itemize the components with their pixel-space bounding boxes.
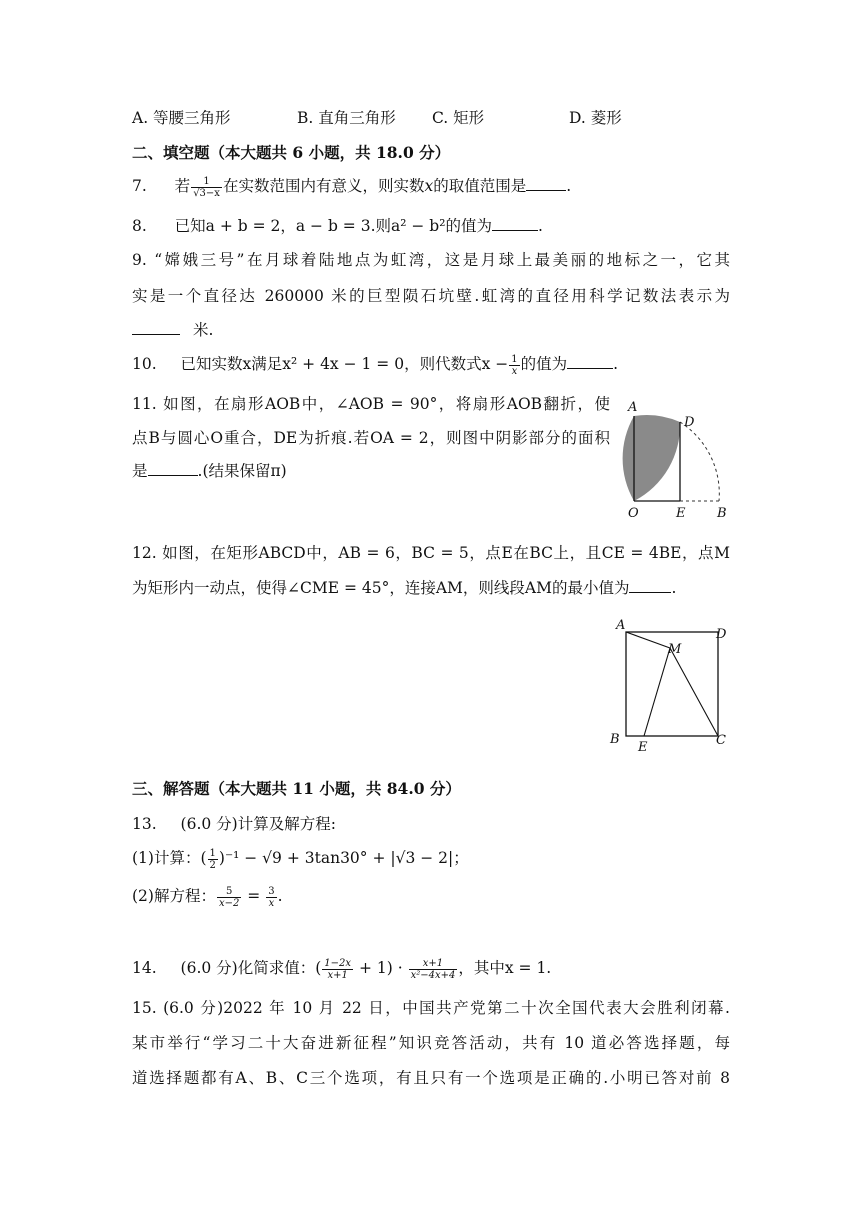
q13-p2-rden: x [268, 897, 275, 909]
q7-var: x [424, 177, 434, 195]
question-9-line2: 实是一个直径达 260000 米的巨型陨石坑壁.虹湾的直径用科学记数法表示为 [132, 287, 730, 305]
q13-p1-den: 2 [209, 859, 216, 871]
q11-figure [618, 396, 738, 521]
q13-p1-num: 1 [209, 847, 216, 859]
q13-part2-eq: = [247, 887, 261, 905]
shaded-region [623, 415, 680, 501]
question-13-part1 [132, 846, 469, 871]
label-b: B [610, 732, 620, 747]
question-13-part2 [132, 884, 283, 909]
q9-number: 9. [132, 251, 147, 269]
q10-pre: 已知实数x满足x² + 4x − 1 = 0，则代数式x − [180, 355, 509, 373]
question-13-head [132, 812, 336, 834]
option-c: C. 矩形 [432, 109, 485, 127]
q8-blank [492, 216, 538, 231]
q13-p2-lden: x−2 [218, 897, 240, 909]
q10-frac-num: 1 [511, 353, 518, 365]
q7-pre: 若 [174, 177, 191, 195]
q10-end: . [613, 355, 619, 373]
q15-number: 15. [132, 999, 157, 1017]
question-9-line3 [132, 318, 213, 340]
question-9-line1 [132, 248, 730, 270]
label-c: C [716, 733, 726, 748]
q14-f2-num: x+1 [409, 958, 458, 970]
q7-frac-num: 1 [191, 176, 222, 188]
q9-line1: “嫦娥三号”在月球着陆地点为虹湾，这是月球上最美丽的地标之一，它其 [154, 251, 730, 269]
section-3-title: 三、解答题（本大题共 11 小题，共 84.0 分） [132, 779, 461, 798]
q13-p2-rnum: 3 [268, 885, 275, 897]
q7-frac-den: √3−x [193, 187, 220, 199]
label-a: A [628, 400, 638, 415]
label-e: E [676, 506, 686, 521]
q11-number: 11. [132, 395, 157, 413]
q10-frac-den: x [511, 365, 518, 377]
question-11-line3 [132, 459, 287, 481]
line-am [626, 632, 670, 648]
question-10 [132, 352, 618, 377]
q12-figure [606, 614, 736, 754]
q14-fraction-2 [409, 958, 458, 981]
q10-number: 10. [132, 355, 157, 373]
question-11-line2: 点B与圆心O重合，DE为折痕.若OA = 2，则图中阴影部分的面积 [132, 429, 610, 447]
line-cm [670, 648, 718, 736]
q13-part2-end: . [277, 887, 283, 905]
q13-part1-pre: (1)计算：( [132, 849, 207, 867]
option-b: B. 直角三角形 [297, 109, 396, 127]
line-em [644, 648, 670, 736]
label-a: A [616, 618, 626, 633]
q14-f1-den: x+1 [327, 969, 348, 981]
q14-f1-num: 1−2x [324, 957, 352, 969]
q14-pre: (6.0 分)化简求值：( [180, 959, 322, 977]
question-12-line1 [132, 541, 730, 563]
q14-f2-den: x²−4x+4 [410, 969, 456, 981]
q12-blank [629, 578, 671, 593]
q13-part1-fraction [208, 848, 218, 871]
label-o: O [628, 506, 639, 521]
question-15-line2: 某市举行“学习二十大奋进新征程”知识竞答活动，共有 10 道必答选择题，每 [132, 1034, 730, 1052]
label-b: B [717, 506, 727, 521]
q11-blank [148, 461, 198, 476]
label-m: M [668, 642, 682, 657]
q8-text: 已知a + b = 2，a − b = 3.则a² − b²的值为 [174, 217, 492, 235]
q10-post: 的值为 [520, 355, 568, 373]
q11-line3-post: .(结果保留π) [197, 462, 287, 480]
q14-mid: + 1) · [358, 959, 403, 977]
question-7 [132, 174, 571, 199]
question-11-line1 [132, 392, 610, 414]
q14-post: ，其中x = 1. [458, 959, 552, 977]
sector-arc-dashed [680, 422, 719, 501]
q10-blank [567, 354, 613, 369]
q13-part2-left-fraction [217, 886, 241, 909]
q7-blank [526, 176, 566, 191]
option-a: A. 等腰三角形 [132, 109, 231, 127]
q13-part1-post: )⁻¹ − √9 + 3tan30° + |√3 − 2|； [218, 849, 469, 867]
label-d: D [684, 415, 695, 430]
q7-number: 7. [132, 177, 147, 195]
q8-number: 8. [132, 217, 147, 235]
q10-fraction [509, 354, 519, 377]
q13-head: (6.0 分)计算及解方程: [180, 815, 336, 833]
q12-line2: 为矩形内一动点，使得∠CME = 45°，连接AM，则线段AM的最小值为 [132, 579, 630, 597]
q12-number: 12. [132, 544, 157, 562]
q7-post: 的取值范围是 [433, 177, 527, 195]
q13-part2-pre: (2)解方程： [132, 887, 216, 905]
label-d: D [716, 627, 727, 642]
question-15-line3: 道选择题都有A、B、C三个选项，有且只有一个选项是正确的.小明已答对前 8 [132, 1069, 730, 1087]
q7-fraction [191, 176, 222, 199]
question-14 [132, 956, 551, 981]
q9-blank [132, 320, 180, 335]
label-e: E [638, 740, 648, 754]
q11-line3-pre: 是 [132, 462, 148, 480]
question-12-line2 [132, 576, 676, 598]
q15-line1: (6.0 分)2022 年 10 月 22 日，中国共产党第二十次全国代表大会胜利闭幕. [163, 999, 730, 1017]
section-2-title: 二、填空题（本大题共 6 小题，共 18.0 分） [132, 143, 451, 162]
q8-end: . [537, 217, 543, 235]
q7-end: . [566, 177, 572, 195]
option-d: D. 菱形 [569, 109, 622, 127]
q11-line1: 如图，在扇形AOB中，∠AOB = 90°，将扇形AOB翻折，使 [163, 395, 610, 413]
q12-end: . [671, 579, 677, 597]
q7-mid: 在实数范围内有意义，则实数 [222, 177, 425, 195]
q13-p2-lnum: 5 [217, 886, 241, 898]
question-8 [132, 214, 543, 236]
q13-number: 13. [132, 815, 157, 833]
q12-line1: 如图，在矩形ABCD中，AB = 6，BC = 5，点E在BC上，且CE = 4BE，点M [162, 544, 730, 562]
question-15-line1 [132, 996, 730, 1018]
q14-number: 14. [132, 959, 157, 977]
q14-fraction-1 [322, 958, 353, 981]
q9-line3: 米. [192, 321, 214, 339]
q13-part2-right-fraction [266, 886, 276, 909]
